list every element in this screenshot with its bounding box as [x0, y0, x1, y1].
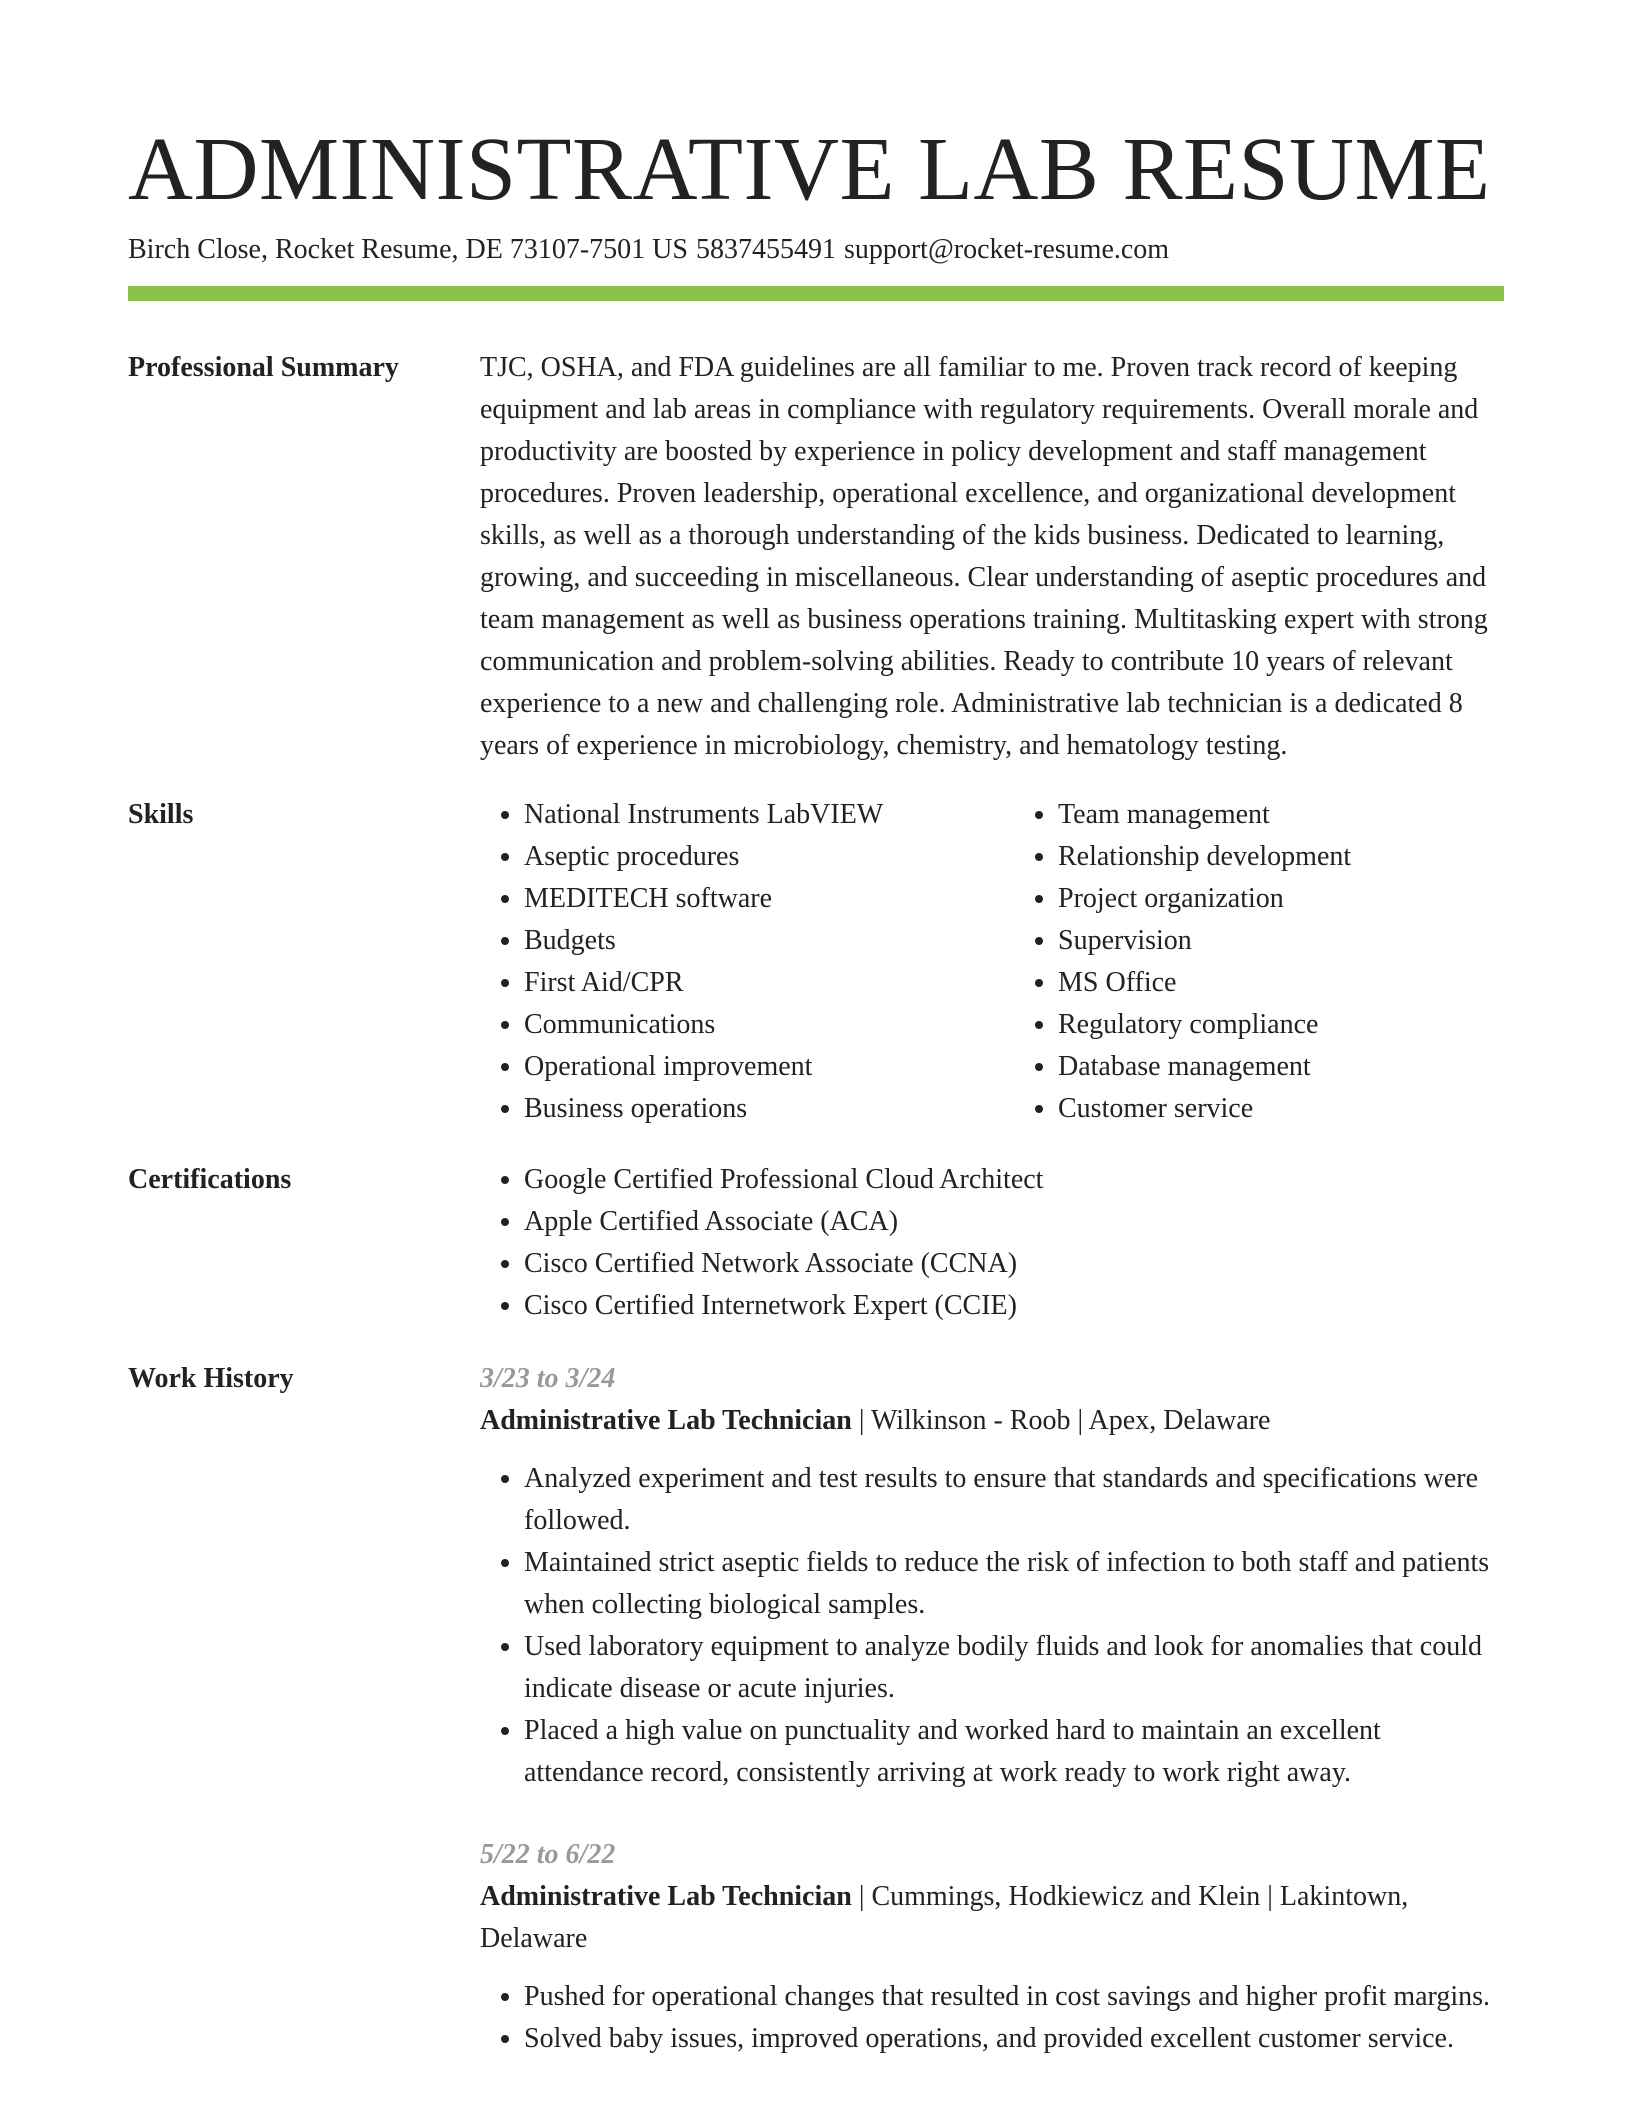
- summary-heading: Professional Summary: [128, 352, 399, 383]
- skill-item: • MEDITECH software: [524, 878, 970, 920]
- skill-item: • Regulatory compliance: [1058, 1004, 1504, 1046]
- certification-item: • Cisco Certified Network Associate (CCNA): [524, 1243, 1504, 1285]
- skill-item: • Operational improvement: [524, 1046, 970, 1088]
- resume-header: [128, 118, 1504, 270]
- summary-text: TJC, OSHA, and FDA guidelines are all familiar to me. Proven track record of keeping equipment and lab areas in compliance with regulatory requirements. Overall morale and productivity are boosted by experience in policy development and staff management procedures. Proven leadership, operational excellence, and organizational development skills, as well as a thorough understanding of the kids business. Dedicated to learning, growing, and succeeding in miscellaneous. Clear understanding of aseptic procedures and team management as well as business operations training. Multitasking expert with strong communication and problem-solving abilities. Ready to contribute 10 years of relevant experience to a new and challenging role. Administrative lab technician is a dedicated 8 years of experience in microbiology, chemistry, and hematology testing.: [480, 352, 1488, 761]
- job-bullet: • Pushed for operational changes that resulted in cost savings and higher profit margins.: [524, 1976, 1504, 2018]
- skill-item: • Aseptic procedures: [524, 836, 970, 878]
- job-bullet: • Used laboratory equipment to analyze bodily fluids and look for anomalies that could indicate disease or acute injuries.: [524, 1626, 1504, 1710]
- skills-heading: Skills: [128, 799, 194, 830]
- job-dates: 5/22 to 6/22: [480, 1839, 616, 1870]
- work-history-body: [480, 1358, 1504, 2060]
- summary-body: [480, 347, 1504, 767]
- job-bullet: • Maintained strict aseptic fields to reduce the risk of infection to both staff and patients when collecting biological samples.: [524, 1542, 1504, 1626]
- certifications-body: [480, 1159, 1504, 1327]
- certifications-heading: Certifications: [128, 1164, 292, 1195]
- skills-list-left: [480, 794, 970, 1130]
- work-history-heading: Work History: [128, 1363, 294, 1394]
- skill-item: • Budgets: [524, 920, 970, 962]
- skill-item: • Team management: [1058, 794, 1504, 836]
- certification-item: • Apple Certified Associate (ACA): [524, 1201, 1504, 1243]
- job-role-line: [480, 1876, 1504, 1960]
- accent-divider: [128, 286, 1504, 301]
- skill-item: • MS Office: [1058, 962, 1504, 1004]
- skill-item: • Customer service: [1058, 1088, 1504, 1130]
- certifications-list: [480, 1159, 1504, 1327]
- job-bullet: • Placed a high value on punctuality and worked hard to maintain an excellent attendance record, consistently arriving at work ready to work right away.: [524, 1710, 1504, 1794]
- certification-item: • Cisco Certified Internetwork Expert (CCIE): [524, 1285, 1504, 1327]
- skill-item: • First Aid/CPR: [524, 962, 970, 1004]
- job-entry: [480, 1358, 1504, 1794]
- skill-item: • National Instruments LabVIEW: [524, 794, 970, 836]
- job-details: | Cummings, Hodkiewicz and Klein | Lakintown, Delaware: [480, 1881, 1409, 1954]
- job-title: Administrative Lab Technician: [480, 1881, 852, 1912]
- job-bullets: [480, 1976, 1504, 2060]
- contact-address: Birch Close, Rocket Resume, DE 73107-7501 US: [128, 234, 688, 265]
- certification-item: • Google Certified Professional Cloud Architect: [524, 1159, 1504, 1201]
- skills-body: [480, 794, 1504, 1130]
- skill-item: • Supervision: [1058, 920, 1504, 962]
- job-bullets: [480, 1458, 1504, 1794]
- job-bullet: • Solved baby issues, improved operations, and provided excellent customer service.: [524, 2018, 1504, 2060]
- skills-list-right: [1014, 794, 1504, 1130]
- job-bullet: • Analyzed experiment and test results to ensure that standards and specifications were followed.: [524, 1458, 1504, 1542]
- job-title: Administrative Lab Technician: [480, 1405, 852, 1436]
- contact-line: [128, 230, 1504, 270]
- skill-item: • Business operations: [524, 1088, 970, 1130]
- skill-item: • Relationship development: [1058, 836, 1504, 878]
- skill-item: • Project organization: [1058, 878, 1504, 920]
- skill-item: • Communications: [524, 1004, 970, 1046]
- job-details: | Wilkinson - Roob | Apex, Delaware: [851, 1405, 1271, 1436]
- resume-title: ADMINISTRATIVE LAB RESUME: [128, 120, 1491, 219]
- contact-email: support@rocket-resume.com: [843, 234, 1170, 265]
- job-entry: [480, 1834, 1504, 2060]
- skill-item: • Database management: [1058, 1046, 1504, 1088]
- job-dates: 3/23 to 3/24: [480, 1363, 616, 1394]
- job-role-line: [480, 1400, 1504, 1442]
- contact-phone: 5837455491: [695, 234, 836, 265]
